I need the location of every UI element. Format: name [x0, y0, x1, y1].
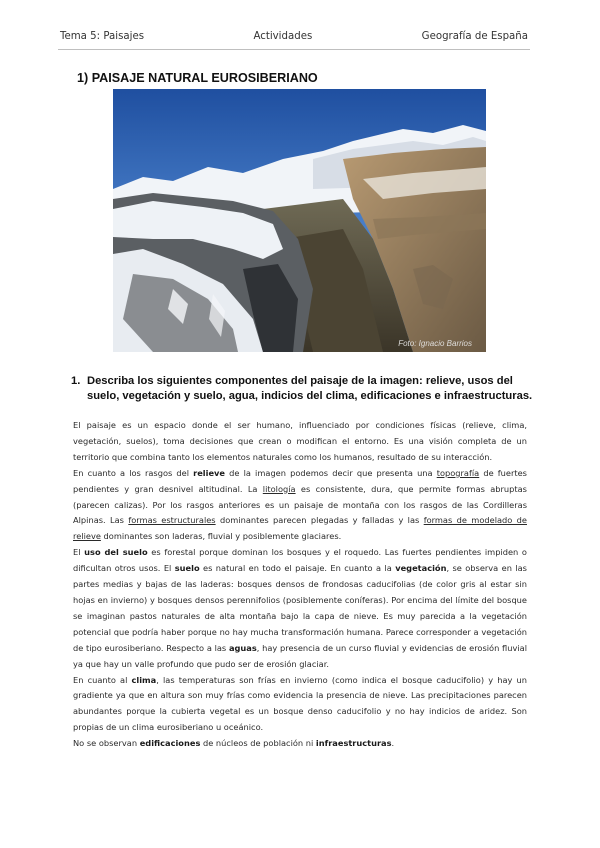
- text-segment: de la imagen podemos decir que presenta una: [225, 467, 437, 478]
- underlined-term: formas estructurales: [128, 515, 216, 526]
- bold-term: clima: [131, 674, 157, 685]
- bold-term: suelo: [174, 563, 200, 574]
- text-segment: No se observan: [73, 738, 140, 749]
- text-segment: es natural en todo el paisaje. En cuanto a la: [199, 563, 396, 574]
- mountain-landscape-image: [113, 89, 486, 352]
- header-center-title: Actividades: [253, 31, 313, 42]
- bold-term: edificaciones: [139, 738, 201, 749]
- text-segment: de fuertes pendientes y gran desnivel altitudinal. La: [73, 467, 527, 494]
- paragraph-0: [73, 418, 527, 466]
- page-header: [60, 31, 528, 42]
- bold-term: infraestructuras: [315, 738, 392, 749]
- photo-credit: Foto: Ignacio Barrios: [398, 339, 472, 348]
- text-segment: , se observa en las partes medias y bajas de las laderas: bosques densos de frondosas caducifolias (de color gris al estar sin hojas en invierno) y bosques densos perennifolios (posiblemente coníferas). Por encima del límite del bosque se imaginan pastos naturales de alta montaña bajo la capa de nieve. Es muy parecida a la vegetación potencial que podría haber porque no hay mucha transformación humana. Parece corresponder a vegetación de tipo eurosiberiano. Respecto a las: [73, 563, 527, 653]
- text-segment: es consistente, dura, que permite formas abruptas (parecen calizas). Por los rasgos anteriores es un paisaje de montaña con los rasgos de las Cordilleras Alpinas. Las: [73, 483, 527, 526]
- paragraph-3: [73, 673, 527, 737]
- header-divider: [58, 49, 530, 50]
- underlined-term: litología: [262, 483, 296, 494]
- paragraph-2: [73, 545, 527, 672]
- text-segment: El paisaje es un espacio donde el ser humano, influenciado por condiciones físicas (relieve, clima, vegetación, suelos), toma decisiones que crean o modifican el entorno. Es una visión completa de un territorio que combina tanto los elementos naturales como los humanos, resultado de su interacción.: [73, 420, 527, 462]
- text-segment: dominantes parecen plegadas y falladas y las: [215, 515, 424, 526]
- bold-term: vegetación: [395, 563, 447, 574]
- underlined-term: topografía: [436, 467, 480, 478]
- underlined-term: formas de modelado de relieve: [73, 515, 527, 542]
- text-segment: , las temperaturas son frías en invierno (como indica el bosque caducifolio) y hay un gradiente ya que en altura son muy frías como evidencia la presencia de nieve. Las precipitaciones parecen abundantes porque la cubierta vegetal es un bosque denso caducifolio y no hay indicios de aridez. Son propias de un clima eurosiberiano u oceánico.: [73, 674, 527, 733]
- text-segment: .: [391, 738, 395, 749]
- question-text: Describa los siguientes componentes del paisaje de la imagen: relieve, usos del suelo, vegetación y suelo, agua, indicios del clima, edificaciones e infraestructuras.: [87, 375, 533, 402]
- header-left-title: Tema 5: Paisajes: [60, 31, 145, 42]
- bold-term: relieve: [193, 467, 226, 478]
- bold-term: uso del suelo: [84, 547, 148, 558]
- text-segment: En cuanto al: [73, 674, 132, 685]
- question-1: [71, 374, 539, 404]
- landscape-photo: [113, 89, 486, 352]
- text-segment: de núcleos de población ni: [200, 738, 316, 749]
- text-segment: dominantes son laderas, fluvial y posiblemente glaciares.: [100, 531, 342, 542]
- header-right-title: Geografía de España: [421, 31, 528, 42]
- bold-term: aguas: [228, 642, 257, 653]
- paragraph-1: [73, 466, 527, 546]
- answer-text: [73, 418, 527, 752]
- text-segment: es forestal porque dominan los bosques y el roquedo. Las fuertes pendientes impiden o dificultan otros usos. El: [73, 547, 527, 574]
- paragraph-4: [73, 736, 527, 752]
- text-segment: , hay presencia de un curso fluvial y evidencias de erosión fluvial ya que hay un valle profundo que pudo ser de erosión glaciar.: [73, 642, 527, 669]
- text-segment: En cuanto a los rasgos del: [73, 467, 194, 478]
- text-segment: El: [73, 547, 85, 558]
- section-title: 1) PAISAJE NATURAL EUROSIBERIANO: [77, 71, 318, 85]
- question-number: 1.: [71, 375, 81, 387]
